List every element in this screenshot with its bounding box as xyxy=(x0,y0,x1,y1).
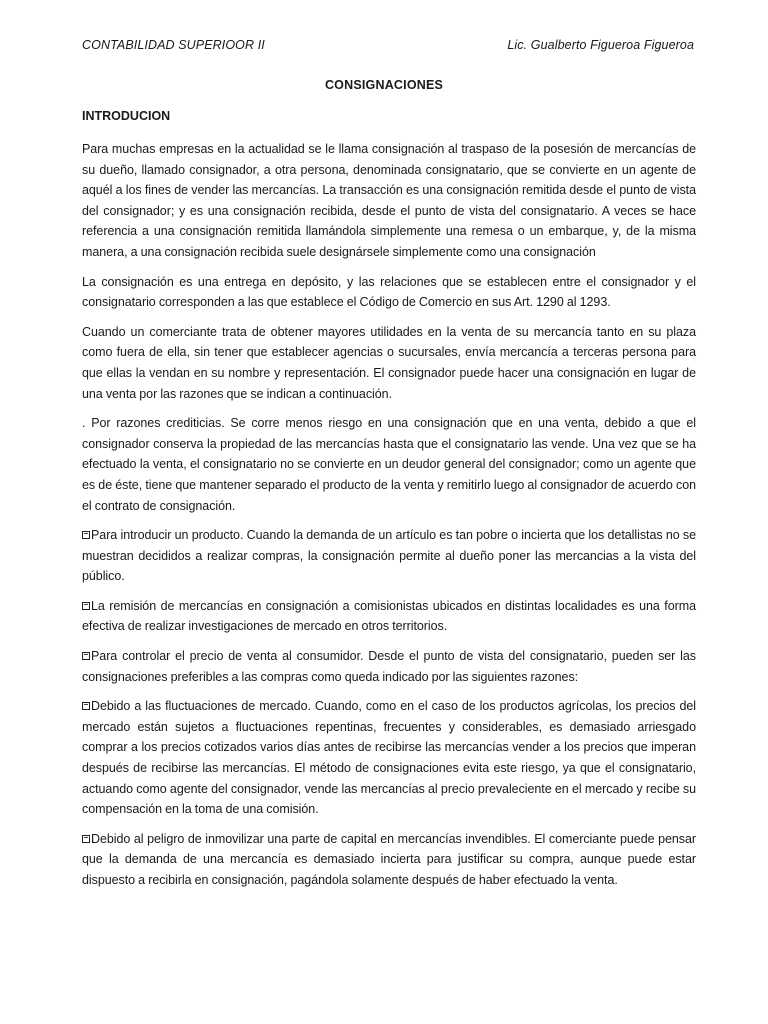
paragraph: Cuando un comerciante trata de obtener mayores utilidades en la venta de su mercancía tanto en su plaza como fuera de ella, sin tener que establecer agencias o sucursales, envía mercancía a terceras persona para que ellas la vendan en su nombre y representación. El consignador puede hacer una consignación en lugar de una venta por las razones que se indican a continuación. xyxy=(82,324,696,401)
bullet-box-icon xyxy=(82,531,90,539)
paragraph: La consignación es una entrega en depósito, y las relaciones que se establecen entre el consignador y el consignatario corresponden a las que establece el Código de Comercio en sus Art. 1290 al 1293. xyxy=(82,274,696,310)
bullet-box-icon xyxy=(82,702,90,710)
section-heading: INTRODUCION xyxy=(82,109,171,123)
bullet-paragraph xyxy=(82,646,696,687)
header-author: Lic. Gualberto Figueroa Figueroa xyxy=(507,38,694,52)
header-course-title: CONTABILIDAD SUPERIOOR II xyxy=(82,38,265,52)
bullet-paragraph xyxy=(82,696,696,820)
paragraph: Para muchas empresas en la actualidad se le llama consignación al traspaso de la posesión de mercancías de su dueño, llamado consignador, a otra persona, denominada consignatario, que se convierte en un agente de aquél a los fines de vender las mercancías. La transacción es una consignación remitida desde el punto de vista del consignador; y es una consignación recibida, desde el punto de vista del consignatario. A veces se hace referencia a una consignación remitida llamándola simplemente una remesa o un embarque, y, de la misma manera, a una consignación recibida suele designársele simplemente como una consignación xyxy=(82,142,696,259)
bullet-paragraph xyxy=(82,829,696,891)
document-body xyxy=(82,139,696,900)
bullet-text: Debido a las fluctuaciones de mercado. Cuando, como en el caso de los productos agrícolas, los precios del mercado están sujetos a fluctuaciones repentinas, frecuentes y considerables, es demasiado arriesgado comprar a los precios cotizados varios días antes de recibirse las mercancías vender a los precios que imperan después de recibirse las mercancías. El método de consignaciones evita este riesgo, ya que el consignatario, actuando como agente del consignador, vende las mercancías al precio prevaleciente en el mercado y recibe su compensación en la toma de una comisión. xyxy=(82,699,696,817)
bullet-paragraph xyxy=(82,525,696,587)
bullet-box-icon xyxy=(82,835,90,843)
running-header xyxy=(82,38,694,56)
bullet-paragraph xyxy=(82,596,696,637)
bullet-box-icon xyxy=(82,652,90,660)
bullet-text: Para controlar el precio de venta al consumidor. Desde el punto de vista del consignatario, pueden ser las consignaciones preferibles a las compras como queda indicado por las siguientes razones: xyxy=(82,649,696,684)
bullet-text: Para introducir un producto. Cuando la demanda de un artículo es tan pobre o incierta que los detallistas no se muestran decididos a realizar compras, la consignación permite al dueño poner las mercancias a la vista del público. xyxy=(82,528,696,584)
paragraph: . Por razones crediticias. Se corre menos riesgo en una consignación que en una venta, debido a que el consignador conserva la propiedad de las mercancías hasta que el consignatario las vende. Una vez que se ha efectuado la venta, el consignatario no se convierte en un deudor general del consignador; como un agente que es de éste, tiene que mantener separado el producto de la venta y remitirlo luego al consignador de acuerdo con el contrato de consignación. xyxy=(82,416,696,513)
bullet-text: Debido al peligro de inmovilizar una parte de capital en mercancías invendibles. El comerciante puede pensar que la demanda de una mercancía es demasiado incierta para justificar su compra, aunque puede estar dispuesto a recibirla en consignación, pagándola solamente después de haber efectuado la venta. xyxy=(82,831,696,887)
document-title: CONSIGNACIONES xyxy=(324,78,444,92)
bullet-text: La remisión de mercancías en consignación a comisionistas ubicados en distintas localidades es una forma efectiva de realizar investigaciones de mercado en otros territorios. xyxy=(82,598,696,634)
bullet-box-icon xyxy=(82,602,90,610)
